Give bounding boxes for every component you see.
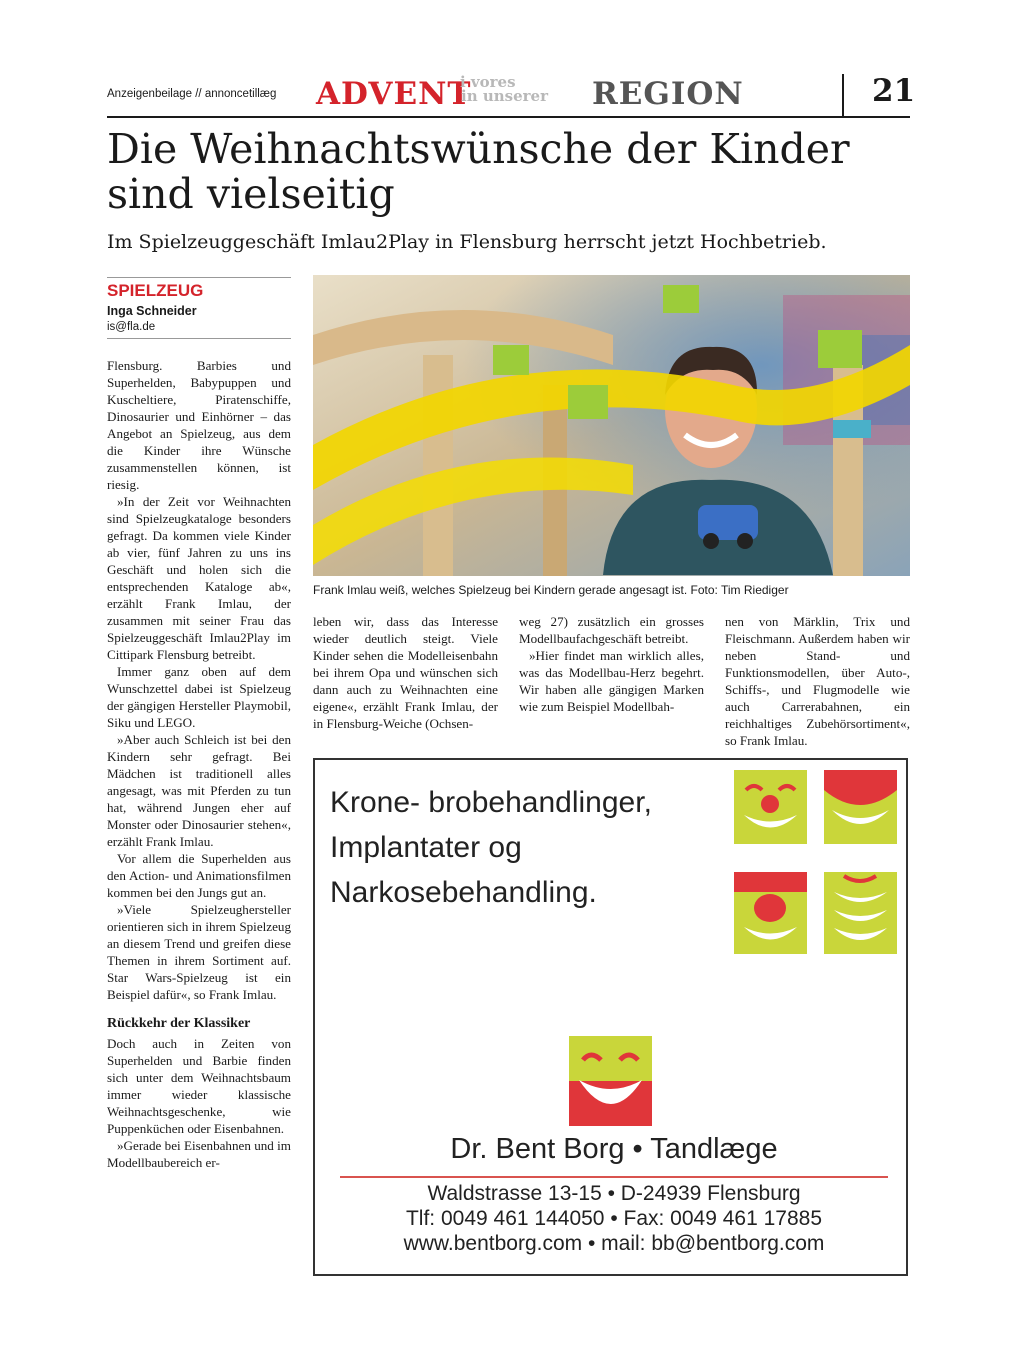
dentist-name: Dr. Bent Borg • Tandlæge (450, 1133, 778, 1165)
article-column-1 (107, 357, 291, 1171)
header-rule (107, 116, 910, 118)
paragraph: leben wir, dass das Interesse wieder deutlich steigt. Viele Kinder sehen die Modelleisenbahn bei ihrem Opa und wünschen sich dann auch zu Weihnachten eine eigene«, erzählt Frank Imlau, der in Flensburg-Weiche (Ochsen- (313, 614, 498, 731)
paragraph: »Gerade bei Eisenbahnen und im Modellbaubereich er- (107, 1138, 291, 1170)
article-subhead: Rückkehr der Klassiker (107, 1016, 251, 1031)
header-advent: ADVENT (316, 76, 472, 112)
article-column-3 (519, 613, 704, 715)
article-subheadline: Im Spielzeuggeschäft Imlau2Play in Flensburg herrscht jetzt Hochbetrieb. (107, 231, 827, 253)
laughing-face-icon (734, 872, 807, 954)
page-number: 21 (872, 73, 916, 109)
paragraph: »Hier findet man wirklich alles, was das Modellbau-Herz begehrt. Wir haben alle gängigen Marken wie zum Beispiel Modellbah- (519, 648, 704, 714)
advert-services (330, 780, 652, 915)
dentist-logo-icon (569, 1036, 652, 1126)
header-subtitle (460, 75, 548, 103)
paragraph: Vor allem die Superhelden aus den Action- und Animationsfilmen kommen bei den Jungs gut an. (107, 851, 291, 900)
advert-line-2: Implantater og (330, 831, 522, 864)
paragraph: Flensburg. Barbies und Superhelden, Babypuppen und Kuscheltiere, Piratenschiffe, Dinosaurier und Einhörner – das Angebot an Spielzeug, aus dem die Kinder ihre Wünsche zusammenstellen können, ist riesig. (107, 358, 291, 492)
grinning-face-icon (824, 872, 897, 954)
paragraph: »Viele Spielzeughersteller orientieren sich in ihrem Spielzeug an diesem Trend und greifen diese Themen in ihrem Sortiment auf. Star Wars-Spielzeug ist ein Beispiel dafür«, so Frank Imlau. (107, 902, 291, 1002)
header-divider (842, 74, 844, 117)
header-region: REGION (592, 76, 744, 112)
article-photo (313, 275, 910, 576)
author-name: Inga Schneider (107, 304, 197, 318)
section-tag: SPIELZEUG (107, 281, 204, 300)
advert-web[interactable]: www.bentborg.com • mail: bb@bentborg.com (403, 1232, 825, 1255)
header-i-vores: i vores (460, 73, 516, 91)
article-headline: Die Weihnachtswünsche der Kinder sind vielseitig (107, 125, 850, 218)
paragraph: weg 27) zusätzlich ein grosses Modellbaufachgeschäft betreibt. (519, 614, 704, 646)
smiling-face-icon (734, 770, 807, 844)
supplement-label: Anzeigenbeilage // annoncetillæg (107, 88, 277, 100)
advert-phone: Tlf: 0049 461 144050 • Fax: 0049 461 17885 (405, 1207, 822, 1230)
paragraph: »In der Zeit vor Weihnachten sind Spielzeugkataloge besonders gefragt. Da kommen viele Kinder ab vier, fünf Jahren zu uns ins Geschäft und holen sich die entsprechenden Kataloge ab«, erzählt Frank Imlau, der zusammen mit seiner Frau das Spielzeuggeschäft Imlau2Play im Cittipark Flensburg betreibt. (107, 494, 291, 662)
tag-rule (107, 277, 291, 278)
advert-rule (340, 1176, 888, 1178)
header-in-unserer: in unserer (461, 87, 548, 105)
photo-caption: Frank Imlau weiß, welches Spielzeug bei Kindern gerade angesagt ist. Foto: Tim Riediger (313, 583, 789, 597)
article-column-2 (313, 613, 498, 732)
tag-rule (107, 338, 291, 339)
paragraph: »Aber auch Schleich ist bei den Kindern sehr gefragt. Bei Mädchen ist traditionell alles angesagt, was mit Pferden zu tun hat, während Jungen eher auf Monster oder Dinosaurier stehen«, erzählt Frank Imlau. (107, 732, 291, 849)
paragraph: Doch auch in Zeiten von Superhelden und Barbie finden sich unter dem Weihnachtsbaum immer wieder klassische Weihnachtsgeschenke, wie Puppenküchen oder Eisenbahnen. (107, 1036, 291, 1136)
author-email[interactable]: is@fla.de (107, 321, 156, 333)
advert-line-3: Narkosebehandling. (330, 876, 597, 909)
advert-address: Waldstrasse 13-15 • D-24939 Flensburg (427, 1182, 801, 1205)
paragraph: Immer ganz oben auf dem Wunschzettel dabei ist Spielzeug der gängigen Hersteller Playmobil, Siku und LEGO. (107, 664, 291, 730)
paragraph: nen von Märklin, Trix und Fleischmann. Außerdem haben wir neben Stand- und Funktionsmodellen, über Auto-, Schiffs-, und Flugmodelle wie auch Carrerabahnen, ein reichhaltiges Zubehörsortiment«, so Frank Imlau. (725, 614, 910, 748)
advert-line-1: Krone- brobehandlinger, (330, 786, 652, 819)
face-red-top-icon (824, 770, 897, 844)
article-column-4 (725, 613, 910, 749)
